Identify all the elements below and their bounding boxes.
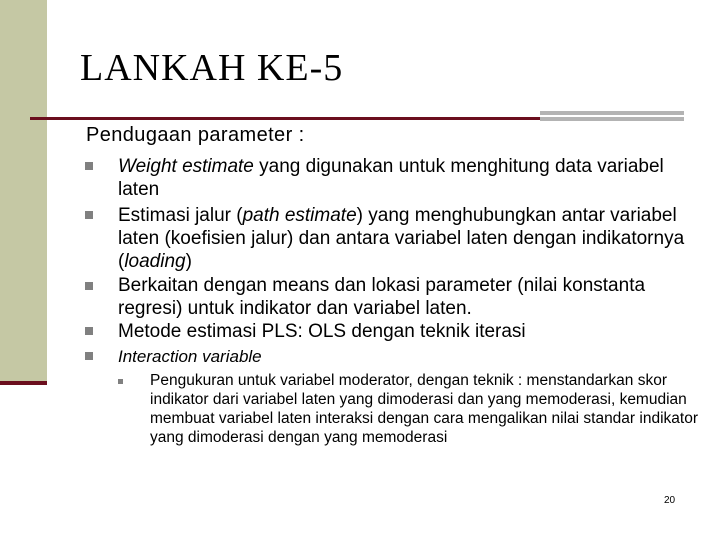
bullet-item: [118, 155, 708, 201]
bullet-text-run: ) yang menghubungkan antar variabel laten (koefisien jalur) dan antara variabel laten dengan indikatornya (: [118, 205, 685, 272]
bullet-text-run: yang digunakan untuk menghitung data variabel laten: [118, 156, 664, 200]
bullet-marker: [85, 282, 93, 290]
slide-title: LANKAH KE-5: [80, 47, 344, 89]
bullet-item: [118, 274, 708, 320]
bullet-text-run: Estimasi jalur (: [118, 205, 243, 226]
sidebar-underline: [0, 381, 47, 385]
bullet-text-run: Weight estimate: [118, 156, 254, 177]
title-rule-grey-top: [540, 111, 684, 115]
sidebar-decoration: [0, 0, 47, 383]
title-rule-grey-bottom: [540, 117, 684, 121]
title-rule: [30, 117, 540, 120]
bullet-text-run: path estimate: [242, 205, 357, 226]
bullet-marker: [85, 327, 93, 335]
sub-bullet-marker: [118, 379, 123, 384]
bullet-text-run: Metode estimasi PLS: OLS dengan teknik iterasi: [118, 321, 526, 342]
bullet-marker: [85, 211, 93, 219]
bullet-text-run: Interaction variable: [118, 347, 262, 366]
sub-bullet-text: Pengukuran untuk variabel moderator, dengan teknik : menstandarkan skor indikator dari variabel laten yang dimoderasi dan yang memoderasi, kemudian membuat variabel laten interaksi dengan cara mengalikan nilai standar indikator yang dimoderasi dengan yang memoderasi: [150, 372, 698, 446]
bullet-text-run: loading: [124, 251, 186, 272]
lead-text: Pendugaan parameter :: [86, 124, 305, 146]
bullet-item: [118, 345, 708, 368]
bullet-item: [118, 204, 708, 273]
bullet-text-run: ): [185, 251, 192, 272]
bullet-marker: [85, 352, 93, 360]
page-number: 20: [664, 495, 676, 506]
bullet-text-run: Berkaitan dengan means dan lokasi parameter (nilai konstanta regresi) untuk indikator dan variabel laten.: [118, 275, 646, 319]
bullet-marker: [85, 162, 93, 170]
bullet-item: [118, 320, 708, 343]
